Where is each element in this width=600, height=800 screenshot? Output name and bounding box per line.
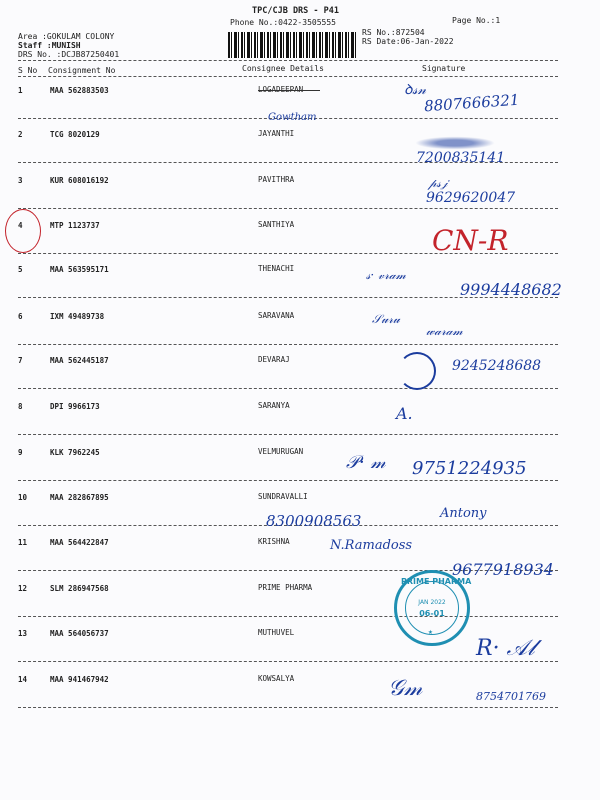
row-serial-number: 1 xyxy=(18,86,23,95)
row-serial-number: 9 xyxy=(18,448,23,457)
row3-phone-handwritten: 9629620047 xyxy=(426,190,516,206)
row4-cnr-mark: CN-R xyxy=(432,224,509,257)
row-consignee-name: SANTHIYA xyxy=(258,220,295,229)
row-consignee-name: LOGADEEPAN xyxy=(258,85,304,94)
drs-number: DRS No. :DCJB87250401 xyxy=(18,50,120,59)
row9-signature-scribble: 𝒫· 𝓂 xyxy=(346,452,386,473)
area-label: Area :GOKULAM COLONY xyxy=(18,32,115,41)
column-header-consignment: Consignment No xyxy=(48,66,116,75)
row9-phone-handwritten: 9751224935 xyxy=(412,458,527,479)
row-serial-number: 3 xyxy=(18,176,23,185)
row-consignee-name: MUTHUVEL xyxy=(258,628,295,637)
row5-signature-scribble: 𝓈· 𝓋𝓇𝒶𝓂 xyxy=(366,268,406,282)
stamp-center: JAN 2022 xyxy=(418,599,446,606)
row-consignment-number: MAA 562445187 xyxy=(50,356,109,365)
row-consignment-number: MAA 563595171 xyxy=(50,265,109,274)
row7-phone-handwritten: 9245248688 xyxy=(452,358,542,374)
row10-phone-handwritten: 8300908563 xyxy=(266,512,362,530)
row2-phone-handwritten: 7200835141 xyxy=(416,150,506,166)
row7-signature-scribble: 𝓌𝒶𝓇𝒶𝓂 xyxy=(426,324,463,338)
column-header-sno: S No xyxy=(18,66,38,75)
row-consignment-number: MTP 1123737 xyxy=(50,221,100,230)
document-title: TPC/CJB DRS - P41 xyxy=(252,6,339,16)
row-serial-number: 10 xyxy=(18,493,28,502)
row-serial-number: 12 xyxy=(18,584,28,593)
row-consignment-number: MAA 282867895 xyxy=(50,493,109,502)
row-serial-number: 14 xyxy=(18,675,28,684)
row-consignee-name: PAVITHRA xyxy=(258,175,295,184)
row-consignee-name: KOWSALYA xyxy=(258,674,295,683)
header-divider xyxy=(18,60,558,61)
row11-phone-handwritten: 9677918934 xyxy=(452,560,554,579)
row-serial-number: 8 xyxy=(18,402,23,411)
row14-phone-handwritten: 8754701769 xyxy=(476,690,546,703)
page-number: Page No.:1 xyxy=(452,16,501,25)
stamp-date: 06-01 xyxy=(419,609,445,618)
row-serial-number: 2 xyxy=(18,130,23,139)
row-consignment-number: TCG 8020129 xyxy=(50,130,100,139)
row1-signature-scribble: ꝺ𝓈𝓃 xyxy=(404,82,427,98)
row2-signature-scribble xyxy=(412,136,498,150)
staff-label: Staff :MUNISH xyxy=(18,41,81,50)
row-serial-number: 5 xyxy=(18,265,23,274)
row-serial-number: 11 xyxy=(18,538,28,547)
row1-name-handwritten: Gowtham xyxy=(268,112,317,123)
row-consignee-name: KRISHNA xyxy=(258,537,290,546)
row-serial-number: 4 xyxy=(18,221,23,230)
row-consignee-name: DEVARAJ xyxy=(258,355,290,364)
row6-signature-scribble: 𝒮𝓊𝓇𝓊 xyxy=(372,312,400,326)
row-consignment-number: DPI 9966173 xyxy=(50,402,100,411)
column-header-signature: Signature xyxy=(422,64,466,73)
rs-number: RS No.:872504 xyxy=(362,28,425,37)
row-consignee-name: THENACHI xyxy=(258,264,295,273)
row-consignment-number: MAA 564056737 xyxy=(50,629,109,638)
row-divider xyxy=(18,616,558,617)
row-consignee-name: JAYANTHI xyxy=(258,129,295,138)
row-consignee-name: SARAVANA xyxy=(258,311,295,320)
row-consignment-number: MAA 941467942 xyxy=(50,675,109,684)
row7-signature-loop xyxy=(398,352,436,390)
stamp-star-icon: ★ xyxy=(428,627,433,636)
rs-date: RS Date:06-Jan-2022 xyxy=(362,37,454,46)
row8-signature-handwritten: A. xyxy=(396,404,413,423)
row-consignee-name: SARANYA xyxy=(258,401,290,410)
row13-signature-scribble: 𝑅· 𝒜𝓁 xyxy=(476,636,535,661)
phone-number: Phone No.:0422-3505555 xyxy=(230,18,336,27)
red-circle-mark xyxy=(5,209,41,253)
row-divider xyxy=(18,434,558,435)
company-stamp xyxy=(394,570,470,646)
barcode xyxy=(228,32,356,58)
row-consignment-number: MAA 562883503 xyxy=(50,86,109,95)
row-divider xyxy=(18,388,558,389)
row-divider xyxy=(18,480,558,481)
row-serial-number: 13 xyxy=(18,629,28,638)
row-consignee-name: VELMURUGAN xyxy=(258,447,304,456)
row11-name-handwritten: N.Ramadoss xyxy=(330,538,413,553)
row-divider xyxy=(18,208,558,209)
row-serial-number: 7 xyxy=(18,356,23,365)
column-header-divider xyxy=(18,76,558,77)
row-consignee-name: PRIME PHARMA xyxy=(258,583,313,592)
column-header-consignee: Consignee Details xyxy=(242,64,324,73)
row-divider xyxy=(18,344,558,345)
row5-phone-handwritten: 9994448682 xyxy=(460,280,562,299)
row-consignment-number: MAA 564422847 xyxy=(50,538,109,547)
stamp-text: PRIME PHARMA xyxy=(401,577,472,586)
row14-signature-scribble: 𝒢𝓂 xyxy=(388,676,423,701)
row-divider xyxy=(18,661,558,662)
row-divider xyxy=(18,707,558,708)
row10-name-handwritten: Antony xyxy=(440,506,487,521)
row-consignment-number: IXM 49489738 xyxy=(50,312,105,321)
consignee-strikethrough xyxy=(258,90,320,91)
row3-signature-scribble: 𝓅𝓈𝒿 xyxy=(428,176,448,190)
row-consignee-name: SUNDRAVALLI xyxy=(258,492,308,501)
row-consignment-number: SLM 286947568 xyxy=(50,584,109,593)
row-serial-number: 6 xyxy=(18,312,23,321)
row-consignment-number: KUR 608016192 xyxy=(50,176,109,185)
row-consignment-number: KLK 7962245 xyxy=(50,448,100,457)
row1-phone-handwritten: 8807666321 xyxy=(423,90,520,116)
